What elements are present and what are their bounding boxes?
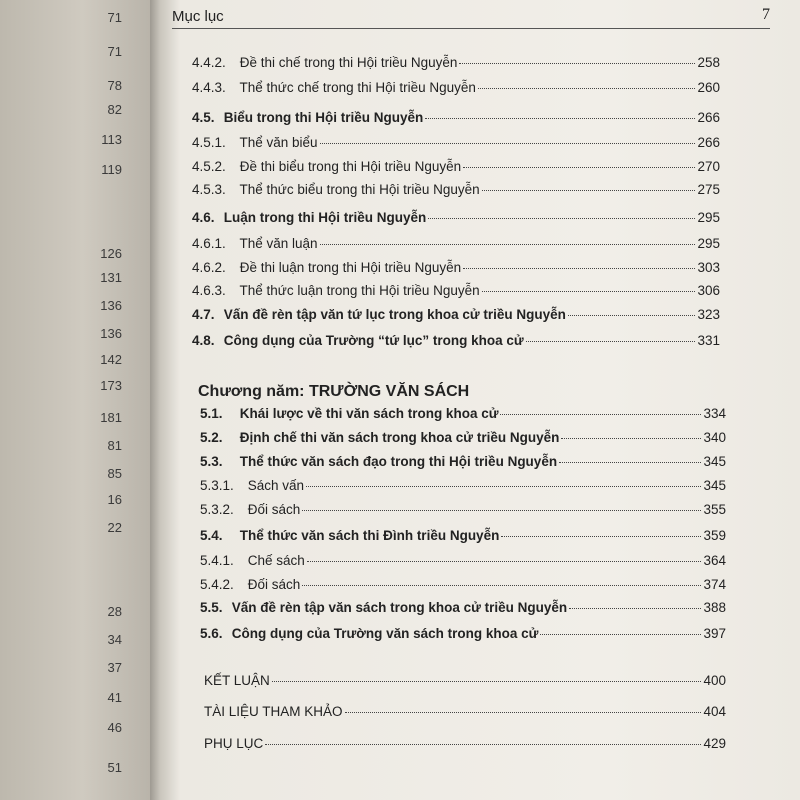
entry-title: Thể thức biểu trong thi Hội triều Nguyễn [239,182,480,197]
adjacent-page-edge [0,0,150,800]
adjacent-page-number: 71 [107,10,122,25]
chapter-heading [198,383,469,401]
entry-number: 5.4.2. [200,577,234,592]
entry-page: 258 [697,55,720,70]
toc-entry[interactable] [192,209,720,227]
entry-title: Thể thức chế trong thi Hội triều Nguyễn [239,80,476,95]
adjacent-page-number: 37 [107,660,122,675]
entry-number: 4.6.2. [192,260,226,275]
entry-page: 295 [697,236,720,251]
toc-entry[interactable] [192,332,720,350]
dot-leader [569,608,701,609]
entry-page: 270 [697,159,720,174]
adjacent-page-number: 51 [107,760,122,775]
dot-leader [482,190,696,191]
entry-page: 303 [697,260,720,275]
entry-title: Thể văn biểu [239,135,318,150]
entry-title: Định chế thi văn sách trong khoa cử triều Nguyễn [239,430,560,445]
dot-leader [302,510,701,511]
entry-number: 5.2. [200,430,223,445]
dot-leader [526,341,696,342]
entry-number: 4.5. [192,110,215,125]
toc-entry[interactable] [192,181,720,199]
toc-entry[interactable] [192,79,720,97]
toc-entry[interactable] [192,158,720,176]
dot-leader [306,486,701,487]
toc-entry-conclusion[interactable] [204,672,726,690]
toc-page [150,0,800,800]
adjacent-page-number: 71 [107,44,122,59]
adjacent-page-number: 131 [100,270,122,285]
toc-entry[interactable] [200,552,726,570]
dot-leader [272,681,702,682]
entry-number: 5.3. [200,454,223,469]
adjacent-page-number: 41 [107,690,122,705]
adjacent-page-number: 136 [100,298,122,313]
toc-entry-references[interactable] [204,703,726,721]
entry-title: Chế sách [247,553,305,568]
entry-title: Công dụng của Trường “tứ lục” trong khoa cử [223,333,524,348]
entry-title: PHỤ LỤC [204,736,264,751]
entry-page: 364 [703,553,726,568]
entry-page: 306 [697,283,720,298]
entry-title: Sách vấn [247,478,305,493]
entry-title: Đối sách [247,577,301,592]
entry-number: 4.6.3. [192,283,226,298]
entry-title: Vấn đề rèn tập văn tứ lục trong khoa cử triều Nguyễn [223,307,566,322]
adjacent-page-number: 136 [100,326,122,341]
toc-entry[interactable] [200,625,726,643]
adjacent-page-number: 82 [107,102,122,117]
chapter-label: Chương năm: [198,383,305,400]
page-number: 7 [762,6,770,23]
toc-entry[interactable] [192,109,720,127]
entry-title: Thể văn luận [239,236,318,251]
entry-number: 5.1. [200,406,223,421]
adjacent-page-number: 34 [107,632,122,647]
entry-title: Đối sách [247,502,301,517]
entry-page: 266 [697,135,720,150]
entry-page: 340 [703,430,726,445]
dot-leader [345,712,702,713]
entry-page: 429 [703,736,726,751]
entry-number: 5.6. [200,626,223,641]
entry-number: 4.6.1. [192,236,226,251]
entry-title: Luận trong thi Hội triều Nguyễn [223,210,427,225]
toc-entry[interactable] [200,576,726,594]
entry-title: Vấn đề rèn tập văn sách trong khoa cử triều Nguyễn [231,600,568,615]
entry-title: Biểu trong thi Hội triều Nguyễn [223,110,424,125]
toc-entry[interactable] [200,477,726,495]
dot-leader [478,88,696,89]
entry-number: 4.6. [192,210,215,225]
entry-page: 345 [703,454,726,469]
entry-page: 334 [703,406,726,421]
entry-page: 260 [697,80,720,95]
entry-title: Thể thức văn sách thi Đình triều Nguyễn [239,528,500,543]
entry-number: 5.5. [200,600,223,615]
adjacent-page-number: 142 [100,352,122,367]
dot-leader [568,315,696,316]
adjacent-page-number: 78 [107,78,122,93]
toc-entry[interactable] [200,501,726,519]
toc-entry[interactable] [192,282,720,300]
entry-page: 275 [697,182,720,197]
adjacent-page-number: 81 [107,438,122,453]
dot-leader [501,536,701,537]
dot-leader [428,218,695,219]
entry-page: 355 [703,502,726,517]
adjacent-page-number: 181 [100,410,122,425]
entry-page: 295 [697,210,720,225]
running-head [172,8,770,29]
dot-leader [320,244,696,245]
entry-page: 374 [703,577,726,592]
toc-entry[interactable] [200,527,726,545]
dot-leader [540,634,701,635]
entry-title: Thể thức văn sách đạo trong thi Hội triều Nguyễn [239,454,558,469]
dot-leader [425,118,695,119]
adjacent-page-number: 85 [107,466,122,481]
entry-title: TÀI LIỆU THAM KHẢO [204,704,343,719]
entry-number: 4.7. [192,307,215,322]
page-title: Mục lục [172,8,224,25]
entry-number: 4.4.3. [192,80,226,95]
entry-number: 4.8. [192,333,215,348]
dot-leader [302,585,701,586]
toc-entry[interactable] [200,429,726,447]
entry-page: 331 [697,333,720,348]
adjacent-page-number: 28 [107,604,122,619]
adjacent-page-number: 173 [100,378,122,393]
entry-page: 397 [703,626,726,641]
toc-entry[interactable] [192,134,720,152]
dot-leader [265,744,701,745]
dot-leader [459,63,695,64]
toc-entry[interactable] [200,599,726,617]
entry-title: Công dụng của Trường văn sách trong khoa cử [231,626,539,641]
toc-entry[interactable] [192,235,720,253]
entry-page: 345 [703,478,726,493]
entry-page: 266 [697,110,720,125]
entry-number: 5.4. [200,528,223,543]
entry-number: 5.3.1. [200,478,234,493]
toc-entry[interactable] [192,259,720,277]
adjacent-page-number: 126 [100,246,122,261]
toc-entry[interactable] [192,306,720,324]
entry-page: 404 [703,704,726,719]
entry-title: Khái lược về thi văn sách trong khoa cử [239,406,499,421]
entry-title: Đề thi chế trong thi Hội triều Nguyễn [239,55,458,70]
adjacent-page-number: 46 [107,720,122,735]
dot-leader [559,462,701,463]
toc-entry[interactable] [200,405,726,423]
adjacent-page-number: 16 [107,492,122,507]
dot-leader [307,561,702,562]
entry-number: 5.3.2. [200,502,234,517]
entry-page: 388 [703,600,726,615]
entry-number: 5.4.1. [200,553,234,568]
entry-title: Đề thi luận trong thi Hội triều Nguyễn [239,260,462,275]
adjacent-page-number: 22 [107,520,122,535]
dot-leader [320,143,696,144]
chapter-title: TRƯỜNG VĂN SÁCH [308,383,470,400]
adjacent-page-number: 119 [101,162,122,177]
toc-entry[interactable] [200,453,726,471]
entry-number: 4.4.2. [192,55,226,70]
entry-number: 4.5.2. [192,159,226,174]
entry-page: 400 [703,673,726,688]
adjacent-page-number: 113 [101,132,122,147]
entry-number: 4.5.1. [192,135,226,150]
toc-entry-appendix[interactable] [204,735,726,753]
entry-page: 359 [703,528,726,543]
toc-entry[interactable] [192,54,720,72]
dot-leader [482,291,696,292]
entry-number: 4.5.3. [192,182,226,197]
dot-leader [463,268,695,269]
entry-title: Thể thức luận trong thi Hội triều Nguyễn [239,283,480,298]
dot-leader [500,414,701,415]
dot-leader [463,167,695,168]
dot-leader [561,438,701,439]
entry-page: 323 [697,307,720,322]
entry-title: KẾT LUẬN [204,673,270,688]
entry-title: Đề thi biểu trong thi Hội triều Nguyễn [239,159,462,174]
